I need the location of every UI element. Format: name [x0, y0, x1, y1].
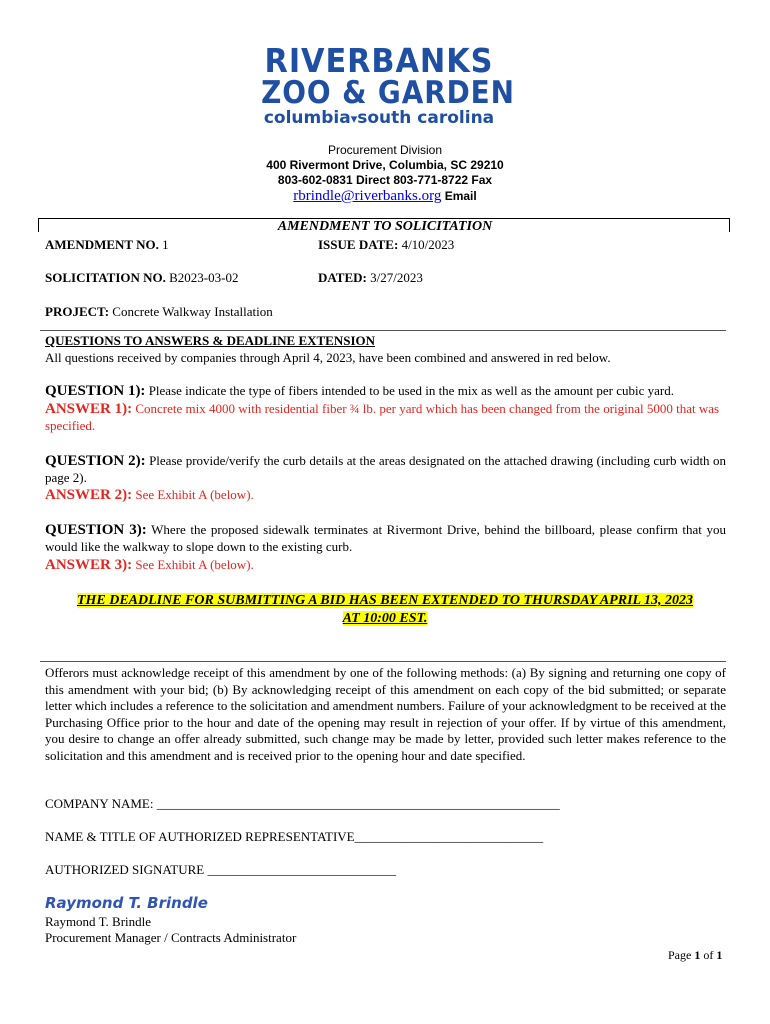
authorized-representative-field[interactable]: NAME & TITLE OF AUTHORIZED REPRESENTATIVE_____________________________: [45, 829, 544, 844]
page-of: of: [703, 948, 714, 962]
question-2: [45, 453, 726, 486]
authorized-signature-field[interactable]: AUTHORIZED SIGNATURE _____________________________: [45, 862, 396, 877]
project-value: Concrete Walkway Installation: [112, 304, 273, 319]
issue-date: [318, 237, 454, 253]
question-1-text: Please indicate the type of fibers intended to be used in the mix as well as the amount per cubic yard.: [148, 383, 674, 398]
solicitation-number-label: SOLICITATION NO.: [45, 270, 166, 285]
logo-state-pin-icon: ▾: [350, 112, 358, 127]
amendment-title: AMENDMENT TO SOLICITATION: [277, 219, 493, 234]
question-2-text: Please provide/verify the curb details at the areas designated on the attached drawing (including curb width on page 2).: [45, 453, 726, 485]
answer-3-text: See Exhibit A (below).: [135, 557, 254, 572]
question-3-text: Where the proposed sidewalk terminates at Rivermont Drive, behind the billboard, please confirm that you would like the walkway to slope down to the existing curb.: [45, 522, 726, 554]
question-3-label: QUESTION 3):: [45, 522, 147, 538]
logo-south-carolina-text: south carolina: [357, 108, 495, 128]
dated: [318, 270, 423, 286]
question-3: [45, 522, 726, 555]
dated-value: 3/27/2023: [370, 270, 423, 285]
acknowledgment-text: Offerors must acknowledge receipt of this amendment by one of the following methods: (a) By signing and returning one copy of this amendment with your bid; (b) By acknowledging receipt of this amendment on each copy of the bid submitted; or separate letter which includes a reference to the solicitation and amendment numbers. Failure of your acknowledgment to be received at the Purchasing Office prior to the hour and date of the opening may result in rejection of your offer. If by virtue of this amendment, you desire to change an offer already submitted, such change may be made by letter, provided such letter makes reference to the solicitation and this amendment and is received prior to the opening hour and date specified.: [45, 665, 726, 763]
project: [45, 304, 273, 320]
answer-2-text: See Exhibit A (below).: [135, 487, 254, 502]
riverbanks-logo: [248, 41, 515, 128]
logo-columbia-text: columbia: [263, 108, 351, 128]
address-line: 400 Rivermont Drive, Columbia, SC 29210: [266, 158, 504, 172]
issue-date-value: 4/10/2023: [401, 237, 455, 252]
qa-intro: All questions received by companies through April 4, 2023, have been combined and answered in red below.: [45, 350, 611, 365]
question-2-label: QUESTION 2):: [45, 453, 146, 469]
company-name-field[interactable]: COMPANY NAME: ______________________________________________________________: [45, 796, 560, 811]
answer-1-label: ANSWER 1):: [45, 401, 133, 417]
signer-title: Procurement Manager / Contracts Administrator: [45, 930, 297, 945]
deadline-line-2: AT 10:00 EST.: [342, 611, 428, 626]
deadline-line-1: THE DEADLINE FOR SUBMITTING A BID HAS BEEN EXTENDED TO THURSDAY APRIL 13, 2023: [76, 593, 694, 608]
question-1-label: QUESTION 1):: [45, 383, 146, 399]
answer-1-text: Concrete mix 4000 with residential fiber ¾ lb. per yard which has been changed from the original 5000 that was specified.: [45, 401, 720, 433]
deadline-notice: [40, 592, 730, 628]
answer-2-label: ANSWER 2):: [45, 487, 133, 503]
solicitation-number-value: B2023-03-02: [169, 270, 239, 285]
logo-riverbanks-text: RIVERBANKS: [264, 41, 494, 80]
question-1: [45, 383, 726, 400]
page-current: 1: [694, 948, 701, 962]
handwritten-signature: Raymond T. Brindle: [45, 894, 208, 912]
amendment-number: [45, 237, 169, 253]
email-label: Email: [444, 189, 477, 203]
amendment-number-label: AMENDMENT NO.: [45, 237, 159, 252]
answer-3-label: ANSWER 3):: [45, 557, 133, 573]
solicitation-number: [45, 270, 238, 286]
issue-date-label: ISSUE DATE:: [318, 237, 399, 252]
section-divider: [40, 330, 726, 331]
page-prefix: Page: [668, 948, 692, 962]
logo-zoo-garden-text: ZOO & GARDEN: [261, 75, 515, 111]
email-link[interactable]: rbrindle@riverbanks.org: [293, 188, 442, 204]
page-number: [668, 948, 722, 963]
email-line: [0, 188, 770, 205]
acknowledgment-divider: [40, 661, 726, 662]
answer-2: [45, 487, 726, 504]
procurement-division: Procurement Division: [327, 143, 443, 157]
amendment-number-value: 1: [162, 237, 169, 252]
signer-name: Raymond T. Brindle: [45, 914, 152, 929]
answer-1: [45, 401, 726, 434]
answer-3: [45, 557, 726, 574]
dated-label: DATED:: [318, 270, 367, 285]
project-label: PROJECT:: [45, 304, 110, 319]
page-total: 1: [716, 948, 723, 962]
logo-location-text: [248, 108, 510, 128]
qa-heading: QUESTIONS TO ANSWERS & DEADLINE EXTENSION: [45, 333, 376, 348]
phone-fax-line: 803-602-0831 Direct 803-771-8722 Fax: [277, 173, 493, 187]
